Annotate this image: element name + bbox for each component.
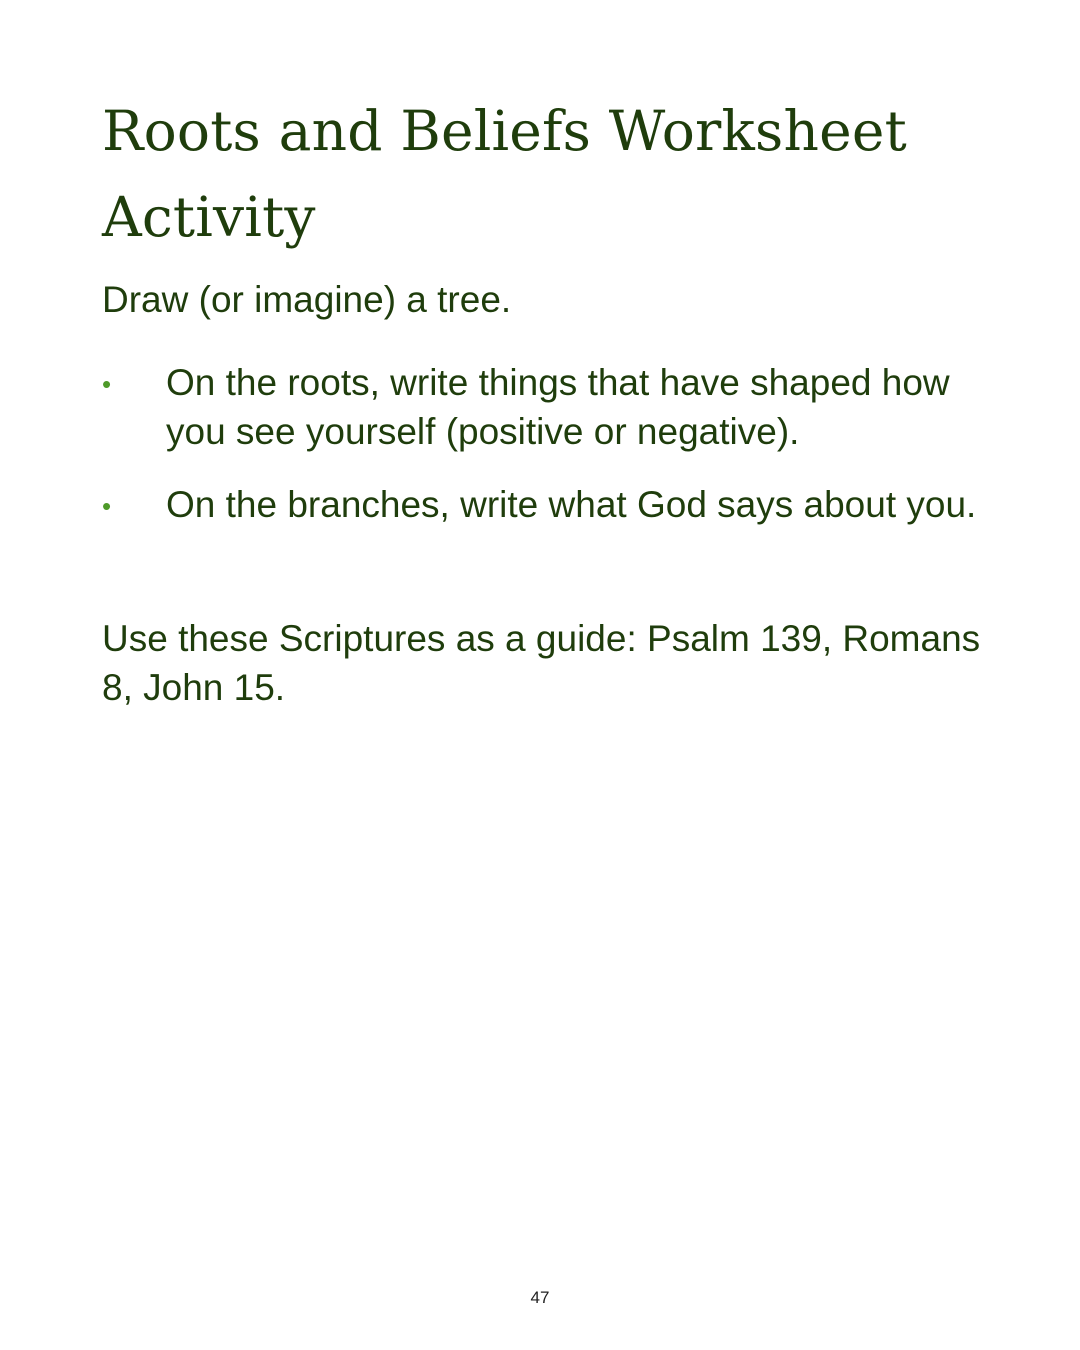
bullet-icon: • (102, 491, 112, 521)
instruction-list (102, 358, 982, 553)
intro-text: Draw (or imagine) a tree. (102, 279, 512, 320)
list-item (102, 480, 982, 529)
page-number: 47 (530, 1288, 550, 1307)
scripture-guide-text: Use these Scriptures as a guide: Psalm 139, Romans 8, John 15. (102, 618, 981, 708)
bullet-icon: • (102, 369, 112, 399)
page-title: Roots and Beliefs Worksheet Activity (102, 99, 907, 249)
list-item (102, 358, 982, 456)
list-item-text: On the roots, write things that have shaped how you see yourself (positive or negative). (166, 362, 950, 452)
list-item-text: On the branches, write what God says about you. (166, 484, 977, 525)
